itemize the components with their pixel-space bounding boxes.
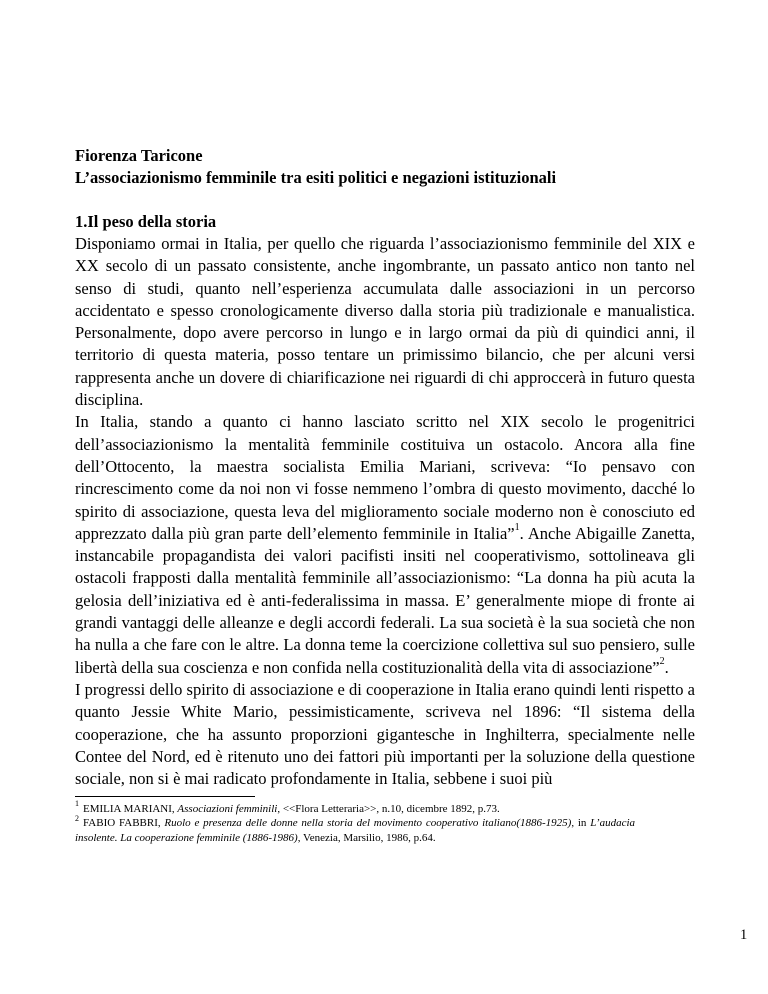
paragraph-1: Disponiamo ormai in Italia, per quello che riguarda l’associazionismo femminile del XIX e XX secolo di un passato consistente, anche ingombrante, un passato antico non tanto nel senso di studi, quanto nell’esperienza accumulata dalle associazioni in un percorso accidentato e spesso cronologicamente diverso dalla storia più tradizionale e manualistica. Personalmente, dopo avere percorso in lungo e in largo ormai da più di quindici anni, il territorio di questa materia, posso tentare un primissimo bilancio, che per alcuni versi rappresenta anche un dovere di chiarificazione nei riguardi di chi approccerà in futuro questa disciplina.: [75, 234, 695, 410]
footnote-number: 1: [75, 799, 79, 809]
footnote-ref-2: 2: [659, 656, 665, 668]
footnote-title: Associazioni femminili: [177, 803, 278, 815]
footnotes: [75, 799, 636, 845]
footnote-connector: , in: [571, 817, 591, 830]
footnote-details: , Venezia, Marsilio, 1986, p.64.: [297, 831, 436, 844]
footnote-author: FABIO FABBRI,: [83, 817, 165, 830]
paragraph-3: I progressi dello spirito di associazione e di cooperazione in Italia erano quindi lenti rispetto a quanto Jessie White Mario, pessimisticamente, scriveva nel 1896: “Il sistema della cooperazione, che ha assunto proporzioni gigantesche in Inghilterra, specialmente nelle Contee del Nord, ed è ritenuto uno dei fattori più importanti per la soluzione della questione sociale, non si è mai radicato profondamente in Italia, sebbene i suoi più: [75, 679, 695, 789]
footnote-1: [75, 799, 635, 816]
body-text: [75, 233, 695, 790]
footnote-title: Ruolo e presenza delle donne nella storia del movimento cooperativo italiano(1886-1925): [164, 817, 572, 830]
footnote-author: EMILIA MARIANI,: [83, 803, 178, 815]
footnote-book-title: L’audacia insolente. La cooperazione femminile (1886-1986): [75, 817, 636, 844]
paragraph-2-part-a: In Italia, stando a quanto ci hanno lasciato scritto nel XIX secolo le progenitrici dell’associazionismo la mentalità femminile costituiva un ostacolo. Ancora alla fine dell’Ottocento, la maestra socialista Emilia Mariani, scriveva: “Io pensavo con rincrescimento come da noi non vi fosse nemmeno l’ombra di questo movimento, dacché lo spirito di associazione, questa leva del miglioramento sociale moderno non è conosciuto ed apprezzato dalla più gran parte dell’elemento femminile in Italia”: [75, 412, 695, 543]
footnote-details: , <<Flora Letteraria>>, n.10, dicembre 1892, p.73.: [277, 803, 500, 815]
footnote-ref-1: 1: [514, 522, 520, 534]
footnote-separator: [75, 796, 255, 797]
footnote-2: [75, 813, 636, 845]
paragraph-2-part-b: . Anche Abigaille Zanetta, instancabile propagandista dei valori pacifisti insiti nel cooperativismo, sottolineava gli ostacoli frapposti dalla mentalità femminile all’associazionismo: “La donna ha più acuta la gelosia dell’iniziativa ed è anti-federalissima in massa. E’ generalmente miope di fronte ai grandi vantaggi delle alleanze e degli accordi federali. La sua società è la sua società che non ha nulla a che fare con le altre. La donna teme la coercizione collettiva sul suo pensiero, sulle libertà della sua coscienza e non confida nella costituzionalità della vita di associazione”: [75, 523, 695, 677]
paragraph-2-part-c: .: [664, 657, 669, 677]
page-number: 1: [740, 927, 748, 943]
author-name: Fiorenza Taricone: [75, 146, 203, 165]
section-heading: 1.Il peso della storia: [75, 212, 217, 231]
paragraph-2: [75, 411, 695, 679]
paper-title: L’associazionismo femminile tra esiti politici e negazioni istituzionali: [75, 168, 557, 187]
footnote-number: 2: [75, 813, 79, 823]
